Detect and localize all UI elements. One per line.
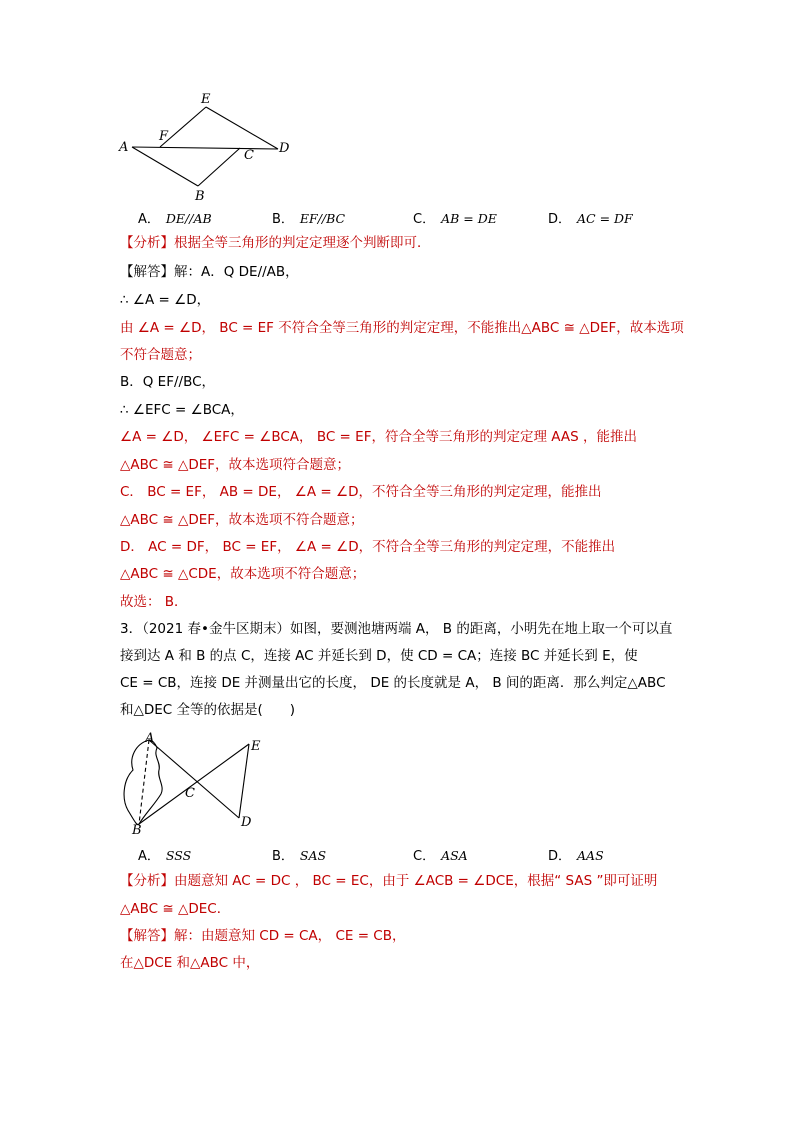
analysis-tag: 【分析】 xyxy=(120,235,174,251)
point-label-A: A xyxy=(145,731,155,746)
q2-answer-line-8: C． BC = EF， AB = DE， ∠A = ∠D，不符合全等三角形的判定定理，能推出 xyxy=(120,484,602,500)
q2-answer-line-4: B．Q EF//BC， xyxy=(120,374,216,390)
q3-option-c[interactable]: C． ASA xyxy=(413,848,468,864)
point-label-C: C xyxy=(185,786,195,801)
q2-answer-line-12: 故选： B． xyxy=(120,594,188,610)
q2-option-d[interactable]: D． AC = DF xyxy=(548,211,633,227)
q2-analysis: 【分析】根据全等三角形的判定定理逐个判断即可． xyxy=(120,235,431,251)
point-label-E: E xyxy=(201,92,211,107)
q3-option-d[interactable]: D． AAS xyxy=(548,848,604,864)
point-label-E: E xyxy=(251,739,261,754)
figure-q3 xyxy=(115,728,275,838)
point-label-F: F xyxy=(159,129,169,144)
q3-answer-line-1: 在△DCE 和△ABC 中， xyxy=(120,955,260,971)
point-label-D: D xyxy=(241,815,252,830)
segment-ED xyxy=(239,744,249,818)
q2-answer-line-3: 不符合题意； xyxy=(120,347,201,363)
q3-answer-line-0: 【解答】解：由题意知 CD = CA， CE = CB， xyxy=(120,928,406,944)
q3-option-a[interactable]: A． SSS xyxy=(138,848,192,864)
segment-AB xyxy=(132,147,198,186)
q3-stem-line-0: 3．（2021 春•金牛区期末）如图，要测池塘两端 A， B 的距离，小明先在地上取一个可以直 xyxy=(120,621,673,637)
point-label-C: C xyxy=(244,148,254,163)
figure-q2 xyxy=(110,88,300,206)
q3-analysis-line-1: △ABC ≅ △DEC． xyxy=(120,901,231,917)
analysis-tag: 【分析】 xyxy=(120,873,174,889)
point-label-A: A xyxy=(119,140,129,155)
point-label-B: B xyxy=(195,189,205,204)
q2-answer-line-10: D． AC = DF， BC = EF， ∠A = ∠D，不符合全等三角形的判定定理，不能推出 xyxy=(120,539,616,555)
q2-answer-line-1: ∴ ∠A = ∠D， xyxy=(120,292,211,308)
q2-answer-line-11: △ABC ≅ △CDE，故本选项不符合题意； xyxy=(120,566,366,582)
q2-option-b[interactable]: B． EF//BC xyxy=(272,211,346,227)
q2-option-c[interactable]: C． AB = DE xyxy=(413,211,497,227)
q2-answer-line-0: 【解答】解：A．Q DE//AB， xyxy=(120,264,299,280)
q3-stem-line-3: 和△DEC 全等的依据是( ) xyxy=(120,702,296,718)
q3-stem-line-2: CE = CB，连接 DE 并测量出它的长度， DE 的长度就是 A， B 间的距离．那么判定△ABC xyxy=(120,675,666,691)
segment-BC xyxy=(198,148,240,186)
answer-tag: 【解答】 xyxy=(120,928,174,944)
q2-answer-line-9: △ABC ≅ △DEF，故本选项不符合题意； xyxy=(120,512,364,528)
q2-answer-line-7: △ABC ≅ △DEF，故本选项符合题意； xyxy=(120,457,351,473)
q2-answer-line-2: 由 ∠A = ∠D， BC = EF 不符合全等三角形的判定定理，不能推出△ABC ≅ △DEF，故本选项 xyxy=(120,320,684,336)
q2-answer-line-5: ∴ ∠EFC = ∠BCA， xyxy=(120,402,244,418)
segment-AD xyxy=(132,147,278,149)
q3-analysis-line-0: 【分析】由题意知 AC = DC ， BC = EC，由于 ∠ACB = ∠DCE，根据“ SAS ”即可证明 xyxy=(120,873,658,889)
segment-ED xyxy=(206,107,278,149)
answer-tag: 【解答】 xyxy=(120,264,174,280)
q3-option-b[interactable]: B． SAS xyxy=(272,848,327,864)
point-label-B: B xyxy=(132,823,142,838)
q3-stem-line-1: 接到达 A 和 B 的点 C，连接 AC 并延长到 D，使 CD = CA；连接 BC 并延长到 E，使 xyxy=(120,648,638,664)
point-label-D: D xyxy=(279,141,290,156)
q2-answer-line-6: ∠A = ∠D， ∠EFC = ∠BCA， BC = EF，符合全等三角形的判定定理 AAS ，能推出 xyxy=(120,429,637,445)
q2-option-a[interactable]: A． DE//AB xyxy=(138,211,212,227)
